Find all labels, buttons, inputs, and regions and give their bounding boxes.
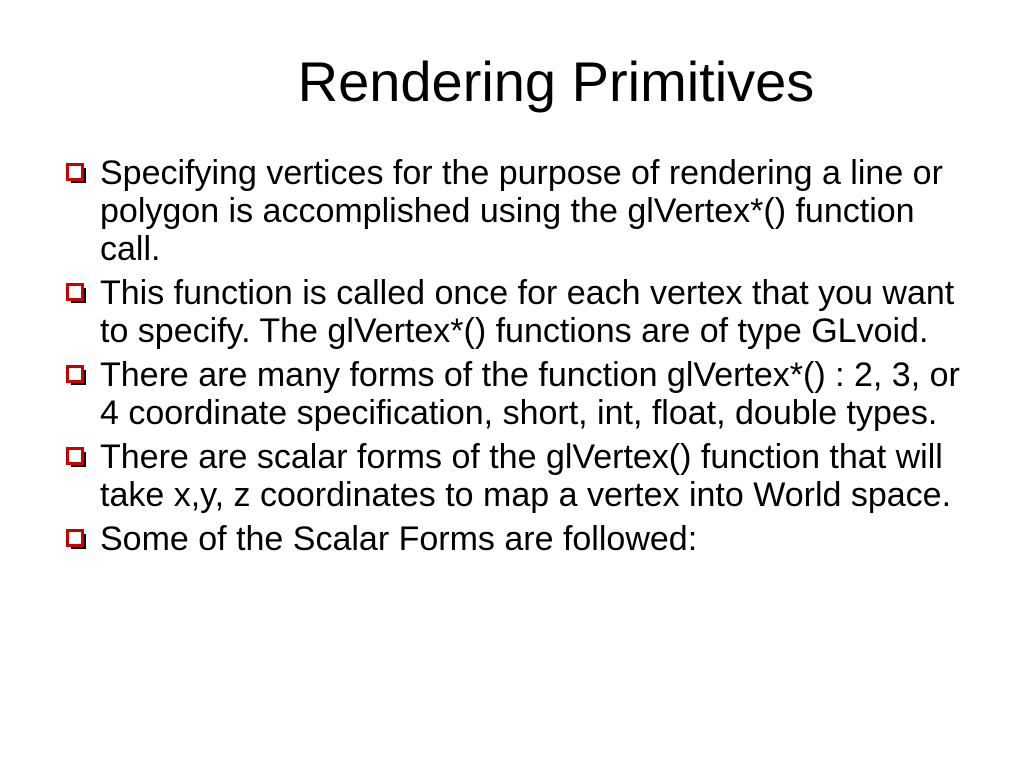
bullet-text: This function is called once for each vertex that you want to specify. The glVertex*() functions are of type GLvoid. (100, 274, 955, 350)
hollow-square-bullet-icon (62, 520, 100, 558)
hollow-square-bullet-icon (62, 356, 100, 394)
bullet-item (62, 274, 974, 350)
bullet-item (62, 438, 974, 514)
bullet-item (62, 154, 974, 268)
bullet-text: Specifying vertices for the purpose of rendering a line or polygon is accomplished using the glVertex*() function call. (100, 154, 943, 268)
hollow-square-bullet-icon (62, 274, 100, 312)
bullet-text: Some of the Scalar Forms are followed: (100, 520, 698, 558)
bullet-item (62, 356, 974, 432)
slide-title: Rendering Primitives (297, 50, 815, 113)
hollow-square-bullet-icon (62, 438, 100, 476)
hollow-square-bullet-icon (62, 154, 100, 192)
bullet-item (62, 520, 974, 558)
bullet-list (62, 154, 974, 564)
bullet-text: There are many forms of the function glVertex*() : 2, 3, or 4 coordinate specification, short, int, float, double types. (100, 356, 960, 432)
bullet-text: There are scalar forms of the glVertex() function that will take x,y, z coordinates to map a vertex into World space. (100, 438, 952, 514)
